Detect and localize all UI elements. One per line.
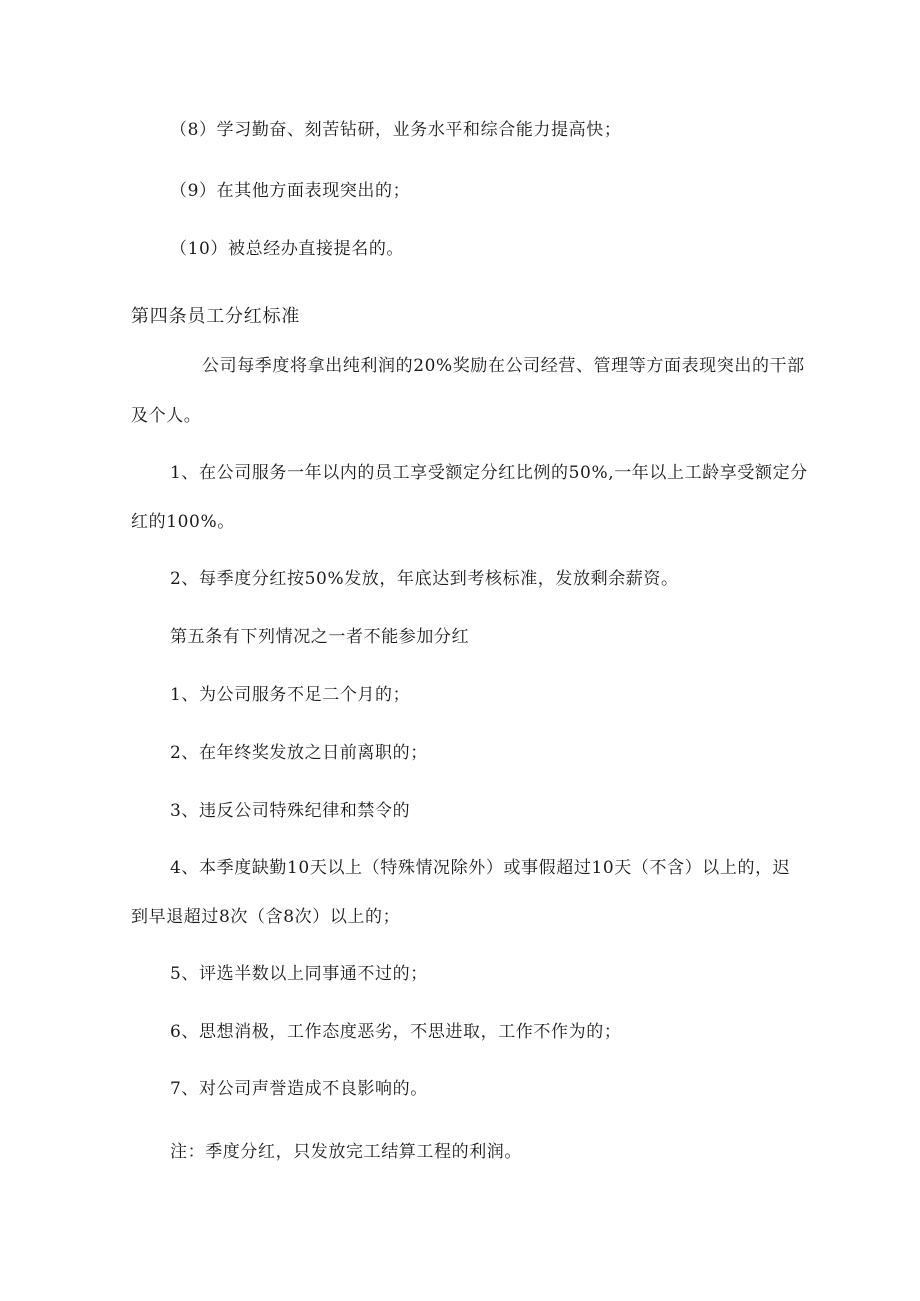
- article5-item-4-line2: 到早退超过8次（含8次）以上的；: [131, 907, 401, 927]
- list-item-8: （8）学习勤奋、刻苦钻研，业务水平和综合能力提高快；: [170, 120, 622, 140]
- article4-rule1-line1: 1、在公司服务一年以内的员工享受额定分红比例的50%,一年以上工龄享受额定分: [170, 463, 808, 483]
- article5-item-7: 7、对公司声誉造成不良影响的。: [170, 1079, 428, 1099]
- article4-rule2: 2、每季度分红按50%发放，年底达到考核标准，发放剩余薪资。: [170, 569, 679, 589]
- article4-intro-line1: 公司每季度将拿出纯利润的20%奖励在公司经营、管理等方面表现突出的干部: [202, 356, 805, 376]
- article5-item-1: 1、为公司服务不足二个月的；: [170, 685, 411, 705]
- article5-item-6: 6、思想消极，工作态度恶劣，不思进取，工作不作为的；: [170, 1022, 622, 1042]
- note: 注：季度分红，只发放完工结算工程的利润。: [170, 1142, 522, 1162]
- article4-intro-line2: 及个人。: [131, 406, 202, 426]
- article5-item-3: 3、违反公司特殊纪律和禁令的: [170, 801, 411, 821]
- article4-heading: 第四条员工分红标准: [131, 306, 301, 327]
- article5-heading: 第五条有下列情况之一者不能参加分红: [170, 627, 470, 647]
- list-item-9: （9）在其他方面表现突出的；: [170, 181, 411, 201]
- article4-rule1-line2: 红的100%。: [131, 512, 235, 532]
- article5-item-5: 5、评选半数以上同事通不过的；: [170, 964, 428, 984]
- article5-item-4-line1: 4、本季度缺勤10天以上（特殊情况除外）或事假超过10天（不含）以上的，迟: [170, 858, 791, 878]
- article5-item-2: 2、在年终奖发放之日前离职的；: [170, 743, 428, 763]
- list-item-10: （10）被总经办直接提名的。: [170, 239, 405, 259]
